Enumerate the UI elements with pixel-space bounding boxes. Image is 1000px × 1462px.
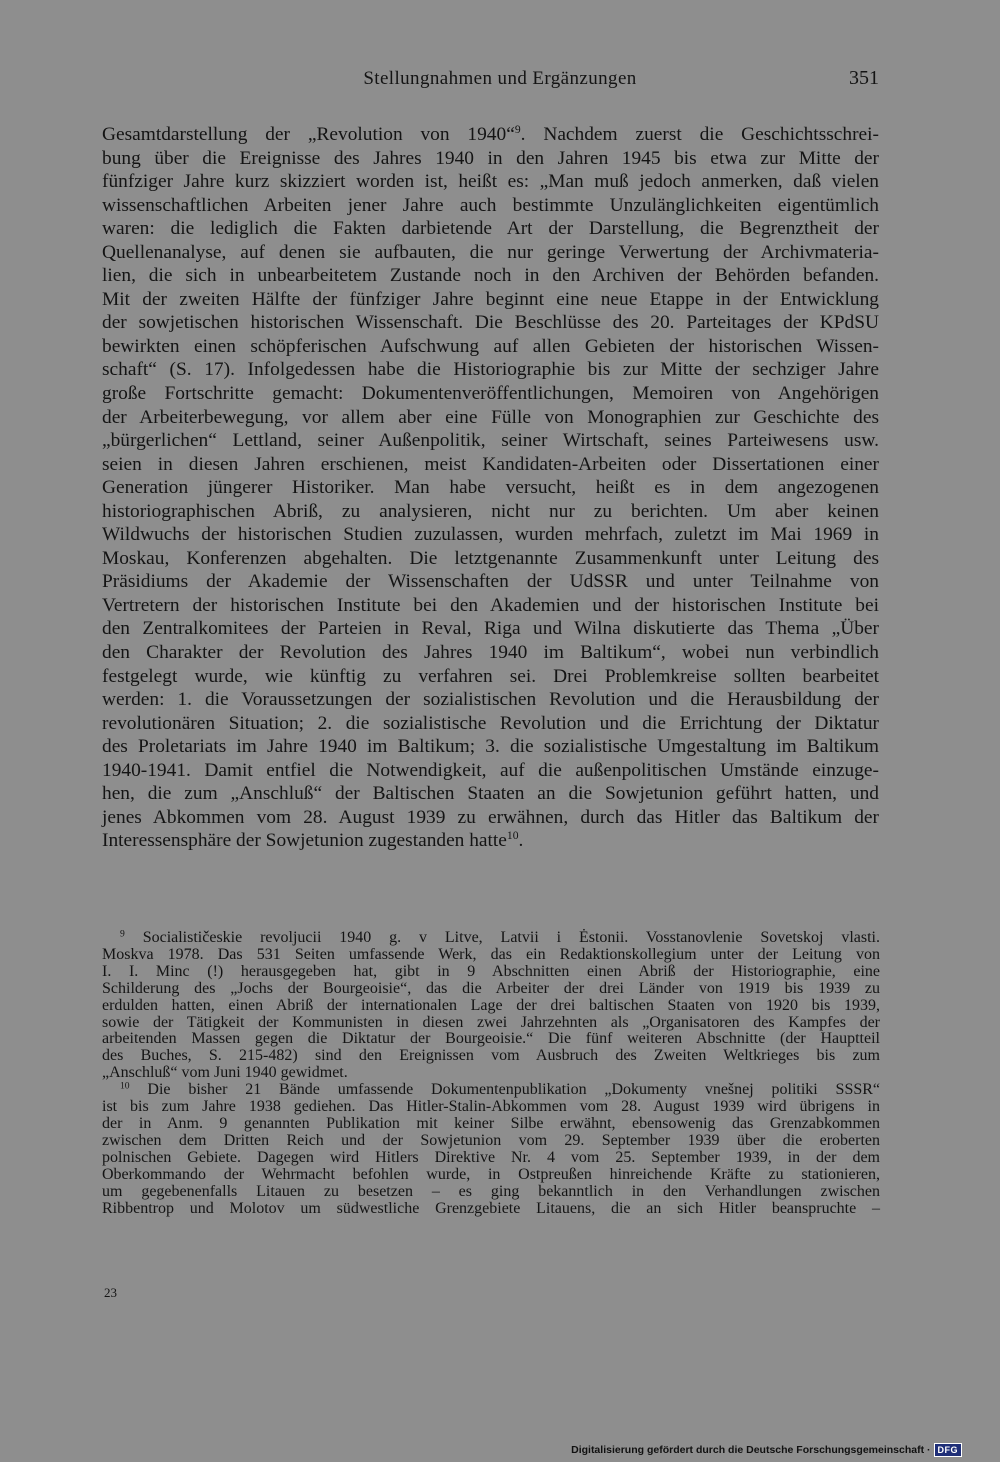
footnote-line: der in Anm. 9 genannten Publikation mit keiner Silbe erwähnt, ebensowenig das Grenzabkommen [102, 1114, 880, 1132]
body-line: historiographischen Abriß, zu analysieren, nicht nur zu berichten. Um aber keinen [102, 500, 879, 522]
dfg-logo-icon: DFG [934, 1443, 963, 1457]
body-line: festgelegt wurde, wie künftig zu verfahren sei. Drei Problemkreise sollten bearbeitet [102, 665, 879, 687]
body-line: Vertretern der historischen Institute bei den Akademien und der historischen Institute bei [102, 594, 879, 616]
body-line: Interessensphäre der Sowjetunion zugestanden hatte$^{10}$. [102, 829, 524, 852]
footnote-line: Moskva 1978. Das 531 Seiten umfassende Werk, das ein Redaktionskollegium unter der Leitung von [102, 945, 880, 963]
body-line: Quellenanalyse, auf denen sie aufbauten, die nur geringe Verwertung der Archivmateria- [102, 241, 879, 263]
footnote-line: des Buches, S. 215-482) sind den Ereignissen vom Ausbruch des Zweiten Weltkrieges bis zum [102, 1047, 880, 1065]
body-line: 1940-1941. Damit entfiel die Notwendigkeit, auf die außenpolitischen Umstände einzuge- [102, 759, 879, 781]
body-line: Generation jüngerer Historiker. Man habe versucht, heißt es in dem angezogenen [102, 477, 879, 499]
footnote-ref: 9 [514, 123, 521, 137]
page-number: 351 [849, 67, 879, 89]
body-line: wissenschaftlichen Arbeiten jener Jahre auch bestimmte Unzulänglichkeiten eigentümlich [102, 194, 879, 216]
body-line: Präsidiums der Akademie der Wissenschaften der UdSSR und unter Teilnahme von [102, 571, 879, 593]
body-line: den Zentralkomitees der Parteien in Reval, Riga und Wilna diskutierte das Thema „Über [102, 618, 879, 640]
body-line: waren: die lediglich die Fakten darbietende Art der Darstellung, die Begrenztheit der [102, 218, 879, 240]
footnote-line: Ribbentrop und Molotov um südwestliche Grenzgebiete Litauens, die an sich Hitler beanspruchte – [102, 1199, 880, 1217]
footnote-number: 10 [120, 1080, 130, 1092]
footnote-line: ist bis zum Jahre 1938 gediehen. Das Hitler-Stalin-Abkommen vom 28. August 1939 wird übrigens in [102, 1098, 880, 1116]
digitization-note: Digitalisierung gefördert durch die Deutsche Forschungsgemeinschaft · [571, 1444, 931, 1456]
footnote-line: I. I. Minc (!) herausgegeben hat, gibt in 9 Abschnitten einen Abriß der Historiographie, eine [102, 962, 880, 980]
body-line: jenes Abkommen vom 28. August 1939 zu erwähnen, durch das Hitler das Baltikum der [102, 806, 879, 828]
footnote-line: sowie der Tätigkeit der Kommunisten in diesen zwei Jahrzehnten als „Organisatoren des Kampfes der [102, 1013, 880, 1031]
body-line: fünfziger Jahre kurz skizziert worden ist, heißt es: „Man muß jedoch anmerken, daß vielen [102, 171, 879, 193]
body-line: „bürgerlichen“ Lettland, seiner Außenpolitik, seiner Wirtschaft, seines Parteiwesens usw. [102, 430, 879, 452]
footnote-ref: 10 [506, 829, 519, 843]
footnote-line: Oberkommando der Wehrmacht befohlen wurde, in Ostpreußen hinreichende Kräfte zu stationieren, [102, 1165, 880, 1183]
footnote-line: „Anschluß“ vom Juni 1940 gewidmet. [102, 1064, 348, 1082]
body-line: den Charakter der Revolution des Jahres 1940 im Baltikum“, wobei nun verbindlich [102, 642, 879, 664]
body-line: lien, die sich in unbearbeitetem Zustande noch in den Archiven der Behörden befanden. [102, 265, 879, 287]
body-line: der sowjetischen historischen Wissenschaft. Die Beschlüsse des 20. Parteitages der KPdSU [102, 312, 879, 334]
body-line: hen, die zum „Anschluß“ der Baltischen Staaten an die Sowjetunion geführt hatten, und [102, 783, 879, 805]
body-line: bewirkten einen schöpferischen Aufschwung auf allen Gebieten der historischen Wissen- [102, 335, 879, 357]
footnote-line: polnischen Gebiete. Dagegen wird Hitlers Direktive Nr. 4 vom 25. September 1939, in der dem [102, 1148, 880, 1166]
footnote-line: $^{10}$ Die bisher 21 Bände umfassende Dokumentenpublikation „Dokumenty vnešnej politiki SSSR“ [120, 1080, 881, 1099]
body-text [102, 123, 879, 853]
digitization-credit [571, 1443, 962, 1457]
sheet-number: 23 [104, 1285, 117, 1300]
footnote-line: um gegebenenfalls Litauen zu besetzen – es ging bekanntlich in den Verhandlungen zwischen [102, 1182, 880, 1200]
footnote-line: erdulden hatten, einen Abriß der internationalen Lage der drei baltischen Staaten von 1920 bis 1939, [102, 996, 880, 1014]
body-line: Mit der zweiten Hälfte der fünfziger Jahre beginnt eine neue Etappe in der Entwicklung [102, 288, 879, 310]
body-line: Gesamtdarstellung der „Revolution von 1940“$^9$. Nachdem zuerst die Geschichtsschrei- [102, 123, 879, 145]
body-line: der Arbeiterbewegung, vor allem aber eine Fülle von Monographien zur Geschichte des [102, 406, 879, 428]
footnote-line: arbeitenden Massen gegen die Diktatur der Bourgeoisie.“ Die fünf weiteren Abschnitte (der Hauptteil [102, 1030, 880, 1048]
body-line: seien in diesen Jahren erschienen, meist Kandidaten-Arbeiten oder Dissertationen einer [102, 453, 879, 475]
footnote-number: 9 [120, 928, 125, 940]
footnote-line: zwischen dem Dritten Reich und der Sowjetunion vom 29. September 1939 über die eroberten [102, 1131, 880, 1149]
body-line: Moskau, Konferenzen abgehalten. Die letztgenannte Zusammenkunft unter Leitung des [102, 547, 879, 569]
footnote-line: Schilderung des „Jochs der Bourgeoisie“, das die Arbeiter der drei Länder von 1919 bis 1939 zu [102, 979, 880, 997]
footnote-line: $^9$ Socialističeskie revoljucii 1940 g. v Litve, Latvii i Ėstonii. Vosstanovlenie Sovetskoj vlasti. [120, 928, 881, 946]
body-line: bung über die Ereignisse des Jahres 1940 in den Jahren 1945 bis etwa zur Mitte der [102, 147, 879, 169]
running-title: Stellungnahmen und Ergänzungen [363, 68, 637, 89]
body-line: des Proletariats im Jahre 1940 im Baltikum; 3. die sozialistische Umgestaltung im Baltikum [102, 736, 879, 758]
footnotes [102, 930, 880, 1217]
body-line: werden: 1. die Voraussetzungen der sozialistischen Revolution und die Herausbildung der [102, 689, 879, 711]
body-line: revolutionären Situation; 2. die sozialistische Revolution und die Errichtung der Diktatur [102, 712, 879, 734]
body-line: schaft“ (S. 17). Infolgedessen habe die Historiographie bis zur Mitte der sechziger Jahre [102, 359, 879, 381]
body-line: große Fortschritte gemacht: Dokumentenveröffentlichungen, Memoiren von Angehörigen [102, 383, 879, 405]
body-line: Wildwuchs der historischen Studien zuzulassen, wurden mehrfach, zuletzt im Mai 1969 in [102, 524, 879, 546]
